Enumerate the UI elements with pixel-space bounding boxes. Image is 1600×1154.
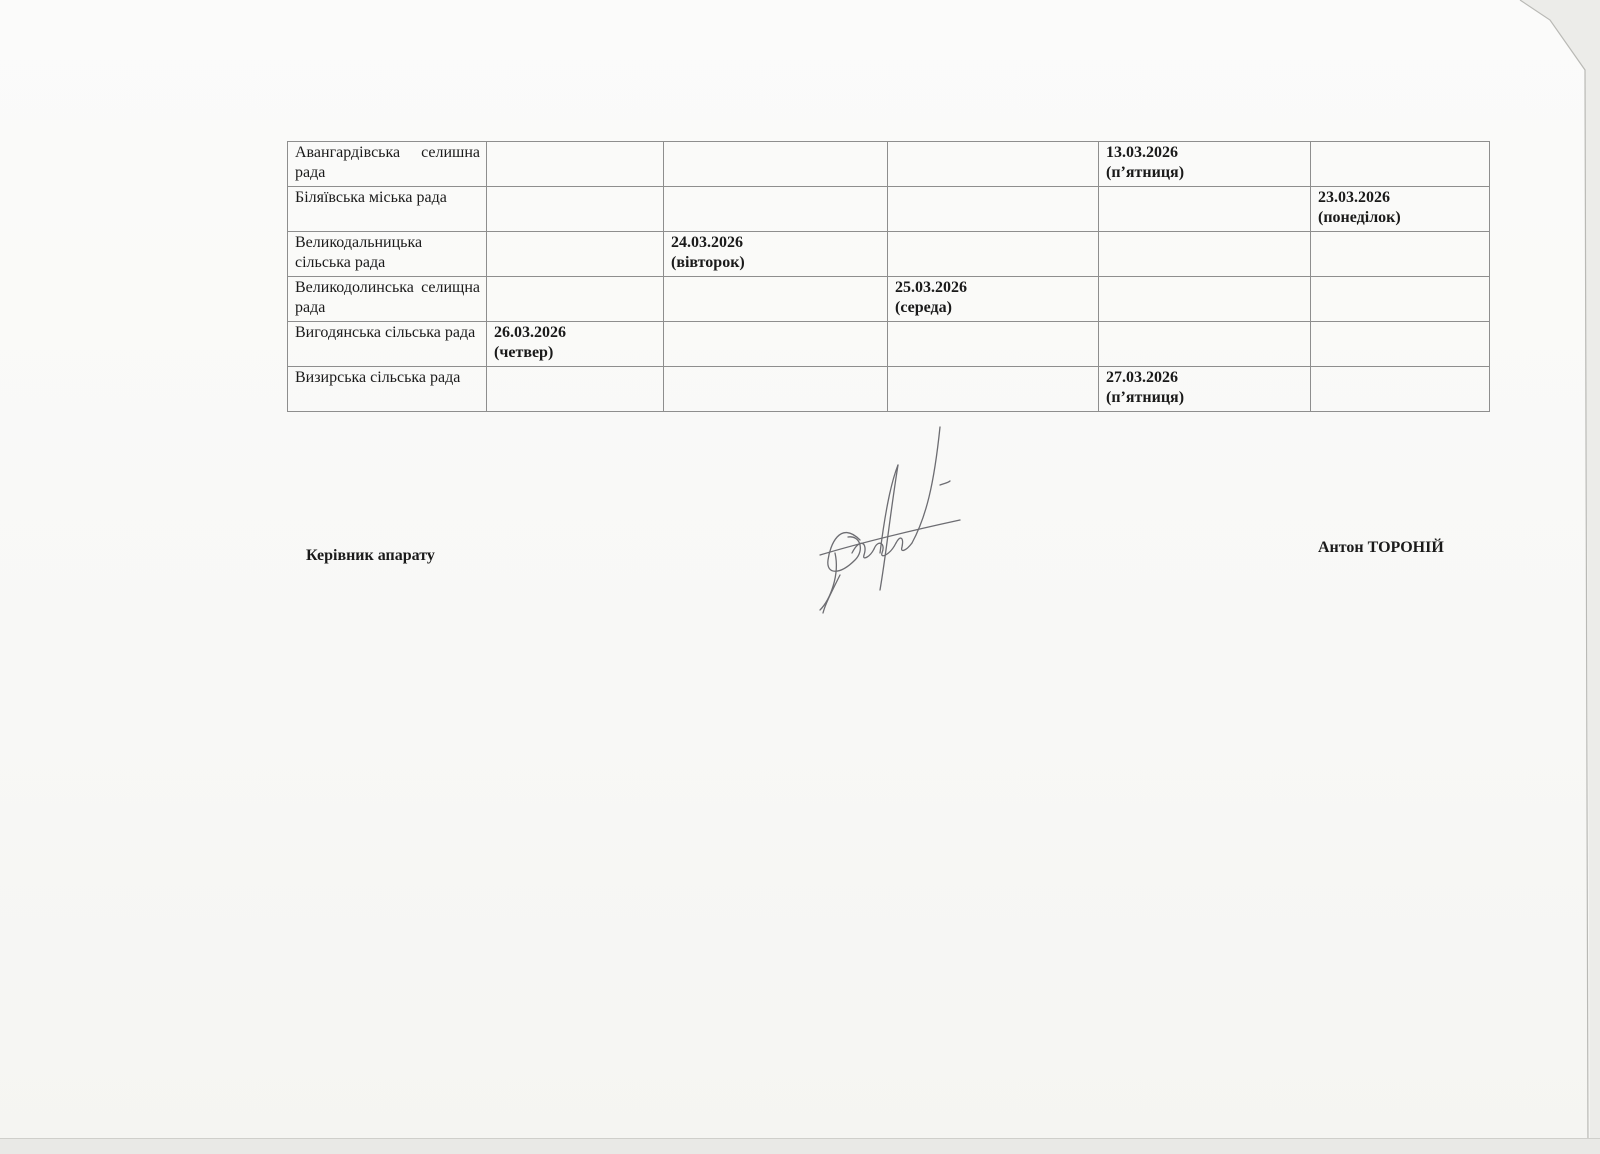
date-cell — [487, 232, 664, 277]
date-cell — [888, 367, 1099, 412]
page-bottom-edge — [0, 1138, 1600, 1154]
date-cell — [664, 187, 888, 232]
meeting-weekday: (понеділок) — [1318, 209, 1401, 226]
date-cell — [1099, 277, 1311, 322]
meeting-weekday: (вівторок) — [671, 254, 745, 271]
table-row — [288, 322, 1490, 367]
date-cell — [888, 232, 1099, 277]
council-name-cell — [288, 232, 487, 277]
date-cell — [1311, 232, 1490, 277]
meeting-weekday: (четвер) — [494, 344, 554, 361]
table-row — [288, 367, 1490, 412]
council-name-cell — [288, 277, 487, 322]
date-cell — [664, 367, 888, 412]
meeting-weekday: (п’ятниця) — [1106, 164, 1185, 181]
meeting-date: 25.03.2026 — [895, 279, 967, 296]
table-row — [288, 187, 1490, 232]
meeting-weekday: (п’ятниця) — [1106, 389, 1185, 406]
council-name: Біляївська міська рада — [295, 189, 447, 206]
table-row — [288, 142, 1490, 187]
meeting-date: 23.03.2026 — [1318, 189, 1390, 206]
date-cell — [1099, 142, 1311, 187]
date-cell — [1311, 187, 1490, 232]
date-cell — [1311, 322, 1490, 367]
table-row — [288, 277, 1490, 322]
date-cell — [664, 232, 888, 277]
council-name: Великодолинська селищна рада — [295, 279, 480, 316]
date-cell — [1311, 367, 1490, 412]
date-cell — [888, 277, 1099, 322]
meeting-weekday: (середа) — [895, 299, 952, 316]
date-cell — [487, 277, 664, 322]
meeting-date: 13.03.2026 — [1106, 144, 1178, 161]
meeting-date: 27.03.2026 — [1106, 369, 1178, 386]
date-cell — [888, 322, 1099, 367]
date-cell — [664, 322, 888, 367]
date-cell — [487, 142, 664, 187]
council-name: Великодальницька сільська рада — [295, 234, 423, 271]
date-cell — [1099, 187, 1311, 232]
council-name-cell — [288, 322, 487, 367]
date-cell — [487, 187, 664, 232]
date-cell — [487, 367, 664, 412]
council-name-cell — [288, 367, 487, 412]
council-name: Визирська сільська рада — [295, 369, 461, 386]
signer-title: Керівник апарату — [306, 547, 435, 564]
date-cell — [888, 187, 1099, 232]
council-name: Вигодянська сільська рада — [295, 324, 476, 341]
handwritten-signature — [800, 425, 980, 635]
council-name-cell — [288, 187, 487, 232]
date-cell — [1311, 142, 1490, 187]
council-name-cell — [288, 142, 487, 187]
date-cell — [487, 322, 664, 367]
signer-name: Антон ТОРОНІЙ — [1318, 539, 1444, 556]
date-cell — [1099, 232, 1311, 277]
council-name: Авангардівська селишна рада — [295, 144, 480, 181]
date-cell — [664, 277, 888, 322]
schedule-table — [287, 141, 1490, 412]
table-row — [288, 232, 1490, 277]
date-cell — [664, 142, 888, 187]
date-cell — [1099, 322, 1311, 367]
date-cell — [888, 142, 1099, 187]
meeting-date: 26.03.2026 — [494, 324, 566, 341]
page-fold-edge — [1510, 0, 1600, 1153]
date-cell — [1311, 277, 1490, 322]
date-cell — [1099, 367, 1311, 412]
meeting-date: 24.03.2026 — [671, 234, 743, 251]
